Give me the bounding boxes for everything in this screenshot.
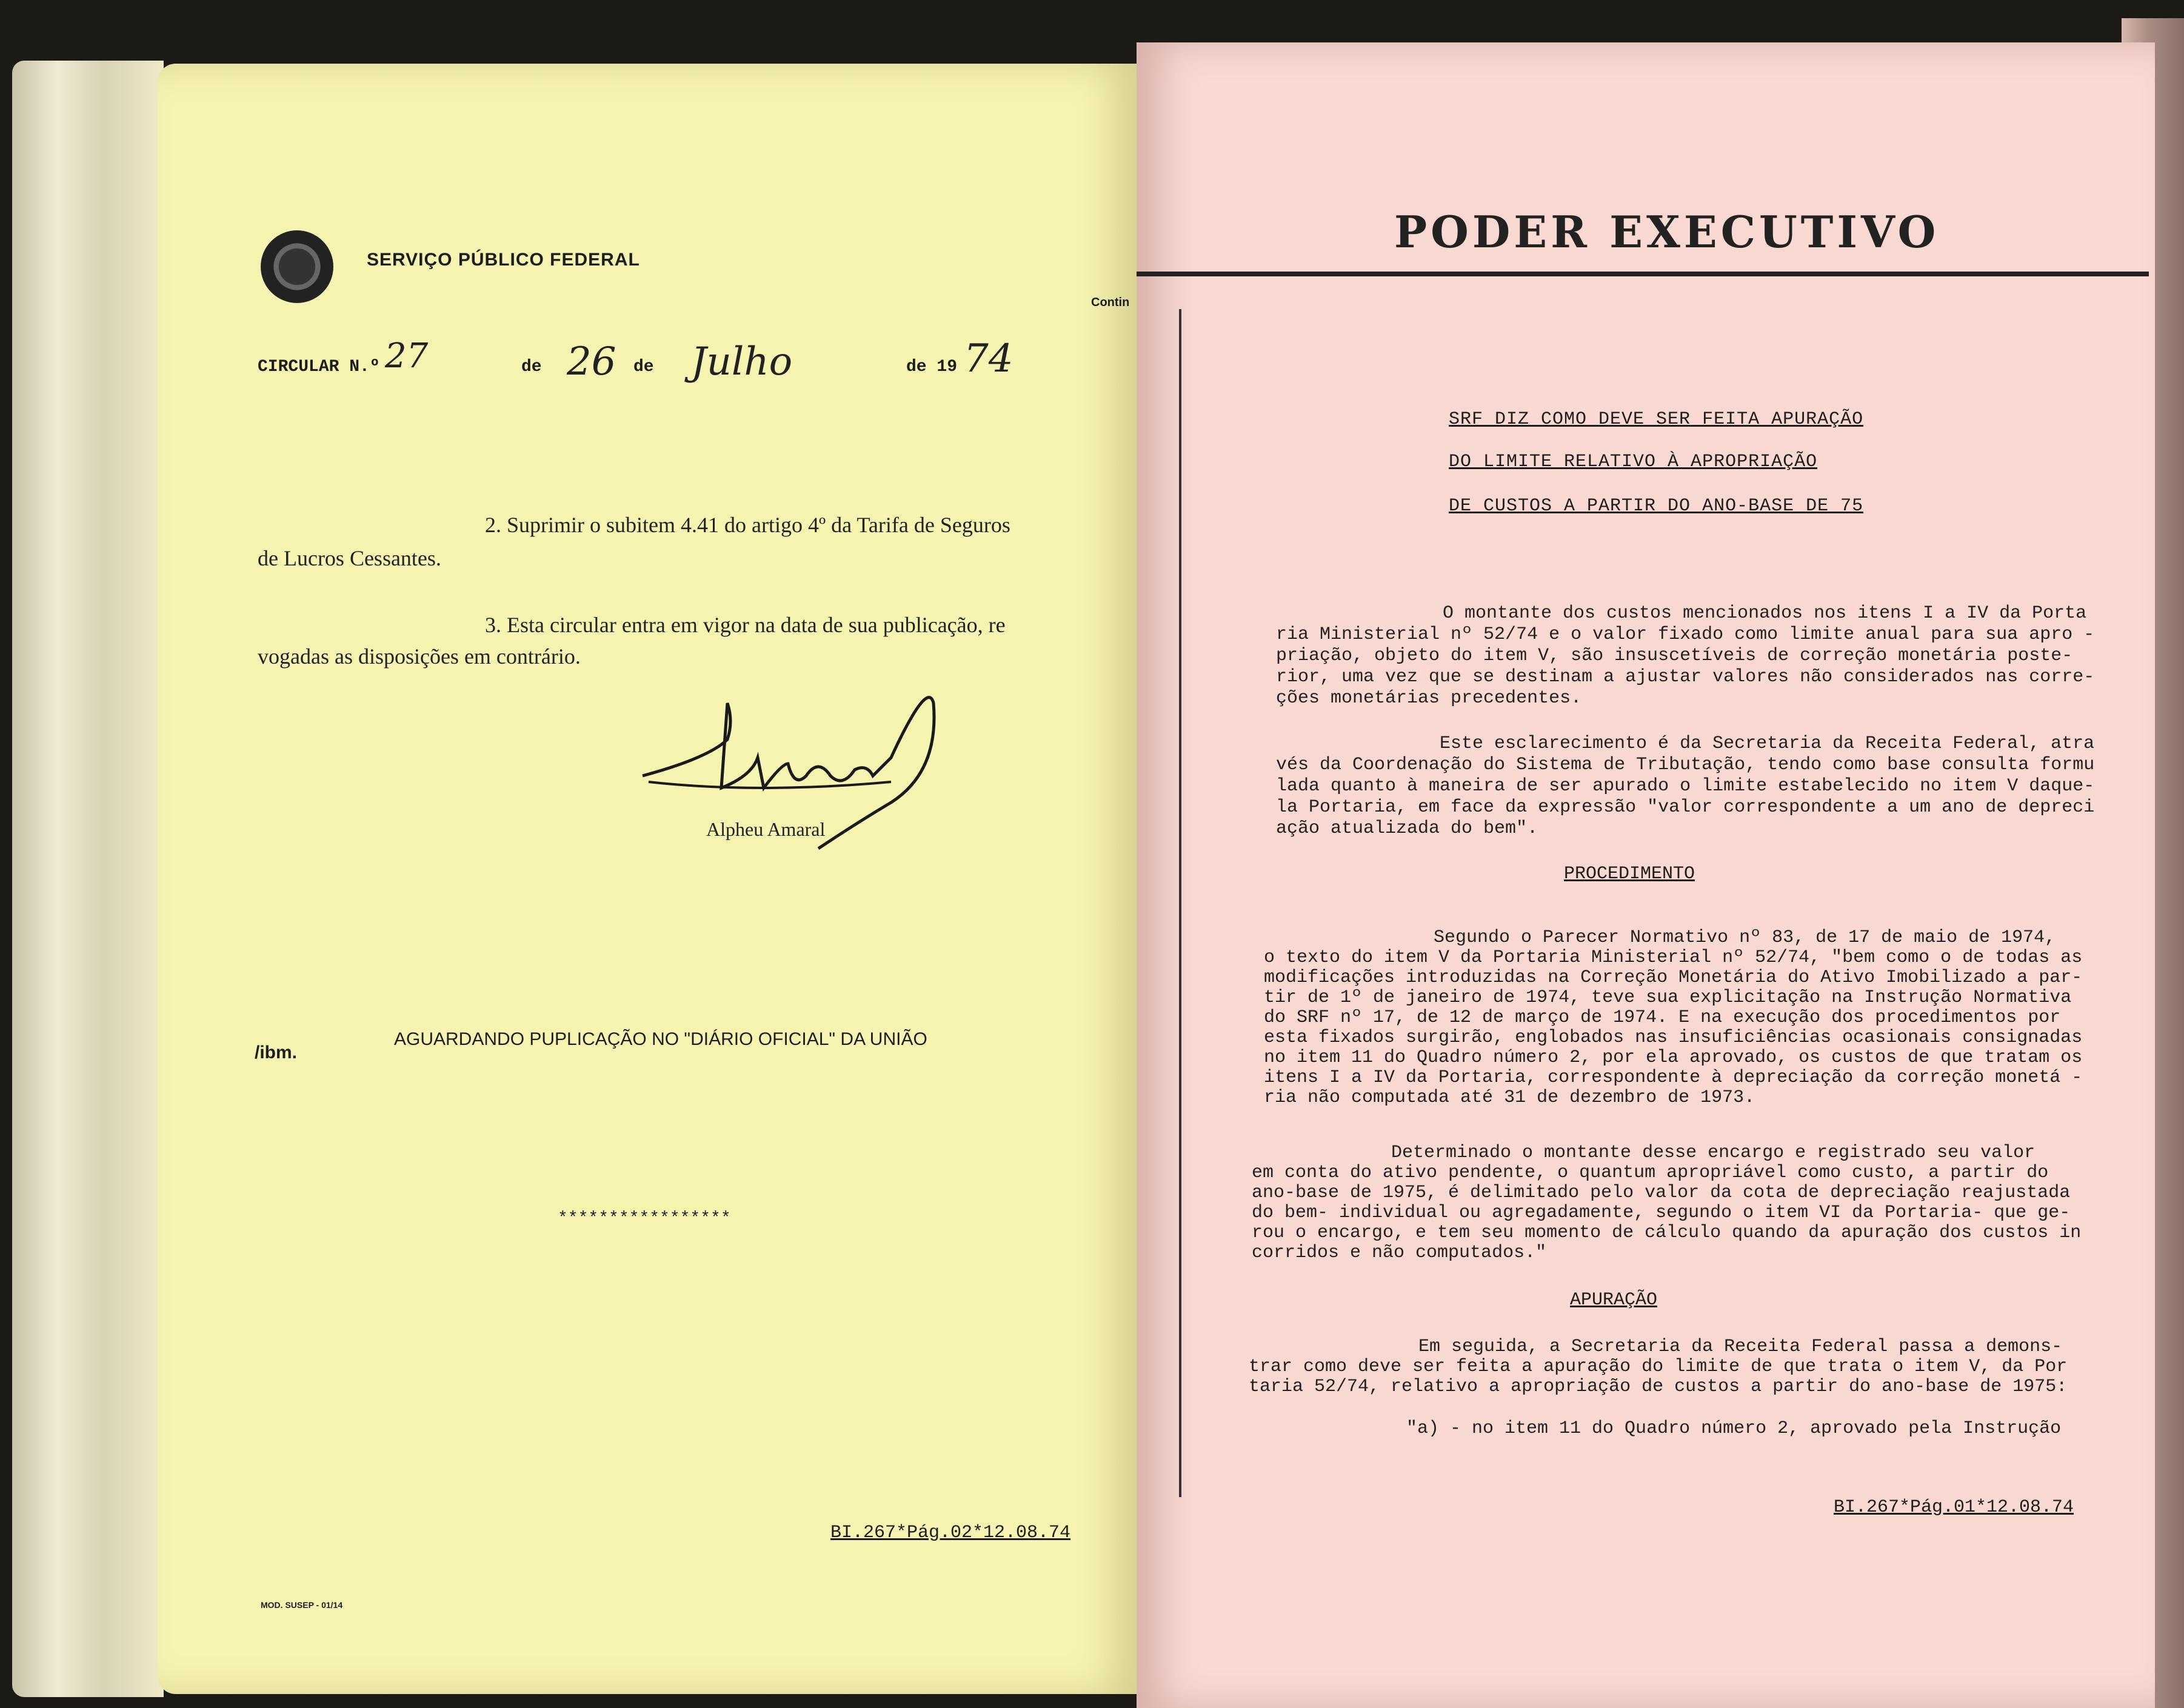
para1-line: O montante dos custos mencionados nos itens I a IV da Porta xyxy=(1443,603,2087,624)
coat-of-arms-icon xyxy=(261,230,333,303)
para3-line: modificações introduzidas na Correção Monetária do Ativo Imobilizado a par- xyxy=(1264,967,2083,988)
item-3-line-1: 3. Esta circular entra em vigor na data de sua publicação, re xyxy=(485,613,1006,637)
circular-label: CIRCULAR N.º xyxy=(258,358,380,376)
continuation-mark: Contin xyxy=(1091,296,1130,309)
para2-line: la Portaria, em face da expressão "valor correspondente a um ano de depreci xyxy=(1276,797,2095,818)
para2-line: ação atualizada do bem". xyxy=(1276,818,1538,839)
page-ref-left: BI.267*Pág.02*12.08.74 xyxy=(830,1523,1071,1543)
date-year-suffix: 74 xyxy=(964,336,1014,381)
para4-line: Determinado o montante desse encargo e registrado seu valor xyxy=(1391,1143,2035,1163)
para3-line: ria não computada até 31 de dezembro de 1973. xyxy=(1264,1087,1755,1108)
headline-line-3: DE CUSTOS A PARTIR DO ANO-BASE DE 75 xyxy=(1449,496,1864,516)
awaiting-publication: AGUARDANDO PUPLICAÇÃO NO "DIÁRIO OFICIAL" DA UNIÃO xyxy=(394,1029,927,1049)
para3-line: tir de 1º de janeiro de 1974, teve sua explicitação na Instrução Normativa xyxy=(1264,987,2072,1008)
para3-line: itens I a IV da Portaria, correspondente à depreciação da correção monetá - xyxy=(1264,1067,2083,1088)
subheading-procedimento: PROCEDIMENTO xyxy=(1564,864,1695,884)
circular-number: 27 xyxy=(385,336,429,376)
para3-line: do SRF nº 17, de 12 de março de 1974. E na execução dos procedimentos por xyxy=(1264,1007,2061,1028)
para5-line: trar como deve ser feita a apuração do limite de que trata o item V, da Por xyxy=(1249,1356,2068,1377)
para2-line: vés da Coordenação do Sistema de Tributação, tendo como base consulta formu xyxy=(1276,755,2095,775)
section-rule xyxy=(1137,272,2149,276)
para4-line: rou o encargo, e tem seu momento de cálculo quando da apuração dos custos in xyxy=(1252,1223,2082,1243)
date-de-1: de xyxy=(521,358,542,376)
book-edge-left xyxy=(12,61,164,1697)
column-rule xyxy=(1179,309,1181,1497)
para5-line: taria 52/74, relativo a apropriação de custos a partir do ano-base de 1975: xyxy=(1249,1376,2068,1397)
section-title: PODER EXECUTIVO xyxy=(1394,206,1940,258)
para4-line: em conta do ativo pendente, o quantum apropriável como custo, a partir do xyxy=(1252,1163,2049,1183)
para1-line: priação, objeto do item V, são insuscetíveis de correção monetária poste- xyxy=(1276,646,2073,666)
date-de-2: de xyxy=(633,358,654,376)
para3-line: Segundo o Parecer Normativo nº 83, de 17 de maio de 1974, xyxy=(1434,927,2056,948)
para1-line: rior, uma vez que se destinam a ajustar valores não considerados nas corre- xyxy=(1276,667,2095,687)
para6-line: "a) - no item 11 do Quadro número 2, aprovado pela Instrução xyxy=(1406,1418,2062,1439)
service-header: SERVIÇO PÚBLICO FEDERAL xyxy=(367,250,640,270)
para1-line: ções monetárias precedentes. xyxy=(1276,688,1582,709)
para4-line: ano-base de 1975, é delimitado pelo valor da cota de depreciação reajustada xyxy=(1252,1183,2071,1203)
para1-line: ria Ministerial nº 52/74 e o valor fixado como limite anual para sua apro - xyxy=(1276,624,2095,645)
para4-line: do bem- individual ou agregadamente, segundo o item VI da Portaria- que ge- xyxy=(1252,1203,2071,1223)
stars-divider: ***************** xyxy=(558,1209,731,1228)
initials: /ibm. xyxy=(255,1042,298,1062)
para2-line: lada quanto à maneira de ser apurado o limite estabelecido no item V daque- xyxy=(1276,776,2095,796)
item-2-line-2: de Lucros Cessantes. xyxy=(258,546,441,570)
para3-line: esta fixados surgirão, englobados nas insuficiências ocasionais consignadas xyxy=(1264,1027,2083,1048)
date-month: Julho xyxy=(691,339,793,384)
date-year-prefix: de 19 xyxy=(906,358,958,376)
left-page xyxy=(158,64,1137,1694)
para2-line: Este esclarecimento é da Secretaria da Receita Federal, atra xyxy=(1440,733,2095,754)
para4-line: corridos e não computados." xyxy=(1252,1243,1547,1263)
headline-line-2: DO LIMITE RELATIVO À APROPRIAÇÃO xyxy=(1449,452,1818,472)
subheading-apuracao: APURAÇÃO xyxy=(1570,1290,1658,1310)
para3-line: o texto do item V da Portaria Ministerial nº 52/74, "bem como o de todas as xyxy=(1264,947,2083,968)
para3-line: no item 11 do Quadro número 2, por ela aprovado, os custos de que tratam os xyxy=(1264,1047,2083,1068)
item-2-line-1: 2. Suprimir o subitem 4.41 do artigo 4º da Tarifa de Seguros xyxy=(485,513,1010,537)
headline-line-1: SRF DIZ COMO DEVE SER FEITA APURAÇÃO xyxy=(1449,409,1864,430)
item-3-line-2: vogadas as disposições em contrário. xyxy=(258,644,581,669)
form-code: MOD. SUSEP - 01/14 xyxy=(261,1600,343,1610)
date-day: 26 xyxy=(567,339,616,384)
signatory-name: Alpheu Amaral xyxy=(706,818,826,840)
page-ref-right: BI.267*Pág.01*12.08.74 xyxy=(1834,1497,2074,1518)
para5-line: Em seguida, a Secretaria da Receita Federal passa a demons- xyxy=(1418,1336,2063,1357)
